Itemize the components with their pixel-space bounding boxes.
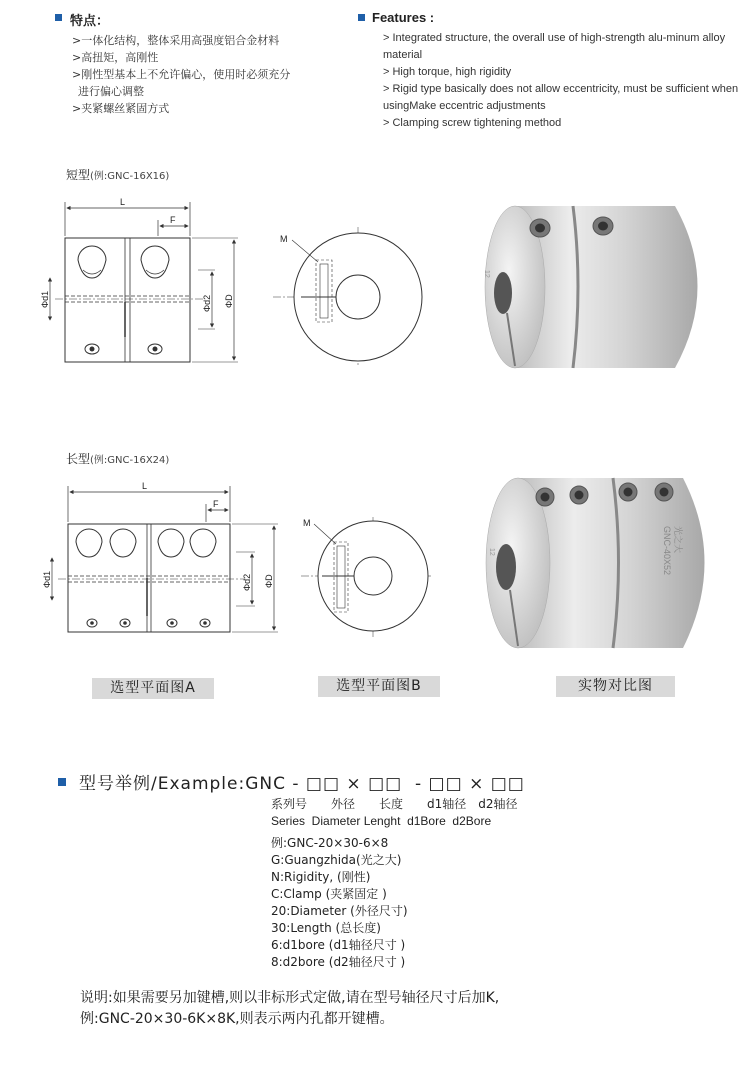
list-item: 8:d2bore (d2轴径尺寸 )	[271, 955, 406, 969]
product-small-mark: 12	[488, 548, 495, 556]
dim-L-label: L	[142, 481, 148, 491]
bullet-square-icon	[55, 14, 62, 21]
list-item: 进行偏心调整	[78, 85, 144, 98]
features-cn-list	[72, 32, 342, 117]
list-item: 30:Length (总长度)	[271, 921, 381, 935]
list-item: >夹紧螺丝紧固方式	[72, 102, 170, 115]
example-header-cn: 系列号 外径 长度 d1轴径 d2轴径	[271, 797, 518, 811]
product-model-mark: GNC-40X52	[662, 526, 672, 576]
dim-d1-label: Φd1	[40, 290, 50, 308]
list-item: >一体化结构，整体采用高强度铝合金材料	[72, 34, 280, 47]
dim-d2-label: Φd2	[242, 573, 252, 591]
list-item: 例:GNC-20×30-6×8	[271, 836, 389, 850]
bullet-square-icon	[58, 778, 66, 786]
bullet-square-icon	[358, 14, 365, 21]
caption-plan-a: 选型平面图A	[92, 678, 214, 699]
dim-d2-label: Φd2	[202, 294, 212, 312]
short-type-name: 短型	[66, 168, 91, 182]
short-type-product-photo	[475, 198, 725, 373]
caption-photo: 实物对比图	[556, 676, 675, 697]
example-title: 型号举例/Example:GNC - □□ × □□ - □□ × □□	[79, 774, 525, 794]
list-item: G:Guangzhida(光之大)	[271, 853, 402, 867]
dim-d1-label: Φd1	[42, 570, 52, 588]
dim-F-label: F	[213, 499, 219, 509]
long-type-name: 长型	[66, 452, 91, 466]
long-type-end-drawing	[296, 512, 436, 642]
features-en-title: Features :	[372, 10, 435, 25]
dim-M-label: M	[280, 234, 288, 244]
long-type-product-photo	[478, 470, 728, 655]
list-item: material	[383, 49, 423, 61]
list-item: > Rigid type basically does not allow eccentricity, must be sufficient when	[383, 83, 739, 95]
features-en-list	[383, 30, 743, 132]
product-small-mark: 12	[483, 270, 490, 278]
product-brand-mark: 光之大	[673, 526, 683, 554]
dim-M-label: M	[303, 518, 311, 528]
long-type-side-drawing	[40, 478, 280, 638]
list-item: >高扭矩，高刚性	[72, 51, 159, 64]
list-item: C:Clamp (夹紧固定 )	[271, 887, 387, 901]
list-item: 20:Diameter (外径尺寸)	[271, 904, 408, 918]
dim-L-label: L	[120, 197, 126, 207]
short-type-side-drawing	[40, 192, 240, 372]
example-header-en: Series Diameter Lenght d1Bore d2Bore	[271, 814, 492, 828]
note-line-1: 说明:如果需要另加键槽,则以非标形式定做,请在型号轴径尺寸后加K,	[80, 990, 500, 1006]
list-item: usingMake eccentric adjustments	[383, 100, 546, 112]
list-item: 6:d1bore (d1轴径尺寸 )	[271, 938, 406, 952]
list-item: > Clamping screw tightening method	[383, 117, 562, 129]
short-type-label	[66, 166, 169, 183]
list-item: > Integrated structure, the overall use of high-strength alu-minum alloy	[383, 32, 726, 44]
example-lines	[271, 835, 408, 971]
list-item: >刚性型基本上不允许偏心，使用时必须充分	[72, 68, 291, 81]
note-line-2: 例:GNC-20×30-6K×8K,则表示两内孔都开键槽。	[80, 1011, 394, 1027]
caption-plan-b: 选型平面图B	[318, 676, 440, 697]
dim-D-label: ΦD	[224, 294, 234, 308]
features-cn-title: 特点：	[70, 14, 110, 29]
note	[80, 988, 740, 1030]
short-type-end-drawing	[268, 222, 428, 372]
dim-D-label: ΦD	[264, 574, 274, 588]
list-item: N:Rigidity, (刚性)	[271, 870, 371, 884]
dim-F-label: F	[170, 215, 176, 225]
long-type-label	[66, 450, 169, 467]
long-type-example: (例:GNC-16X24)	[90, 455, 170, 466]
short-type-example: (例:GNC-16X16)	[90, 171, 170, 182]
list-item: > High torque, high rigidity	[383, 66, 512, 78]
